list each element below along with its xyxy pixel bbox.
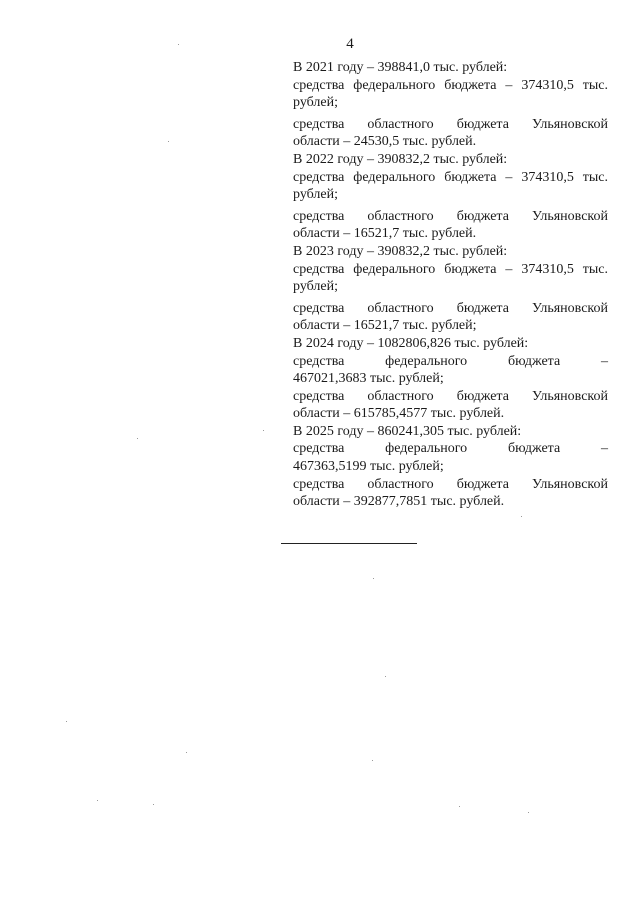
year-2025-regional-cont: области – 392877,7851 тыс. рублей. [293,494,505,510]
year-2022-federal: средства федерального бюджета – 374310,5 тыс. [293,169,608,185]
scan-speck [137,438,138,439]
year-2025-federal-cont: 467363,5199 тыс. рублей; [293,459,444,475]
year-2023-total: В 2023 году – 390832,2 тыс. рублей: [293,243,508,259]
scan-speck [528,812,529,813]
scan-speck [372,760,373,761]
year-2023-regional-cont: области – 16521,7 тыс. рублей; [293,318,477,334]
year-2022-total: В 2022 году – 390832,2 тыс. рублей: [293,151,508,167]
year-2024-regional: средства областного бюджета Ульяновской [293,388,608,404]
year-2021-federal: средства федерального бюджета – 374310,5 тыс. [293,77,608,93]
page-number: 4 [346,36,354,52]
year-2024-federal: средства федерального бюджета – [293,353,608,369]
year-2023-federal: средства федерального бюджета – 374310,5 тыс. [293,261,608,277]
year-2021-regional: средства областного бюджета Ульяновской [293,116,608,132]
divider-line [281,543,417,544]
scan-speck [178,44,179,45]
year-2024-regional-cont: области – 615785,4577 тыс. рублей. [293,406,505,422]
scan-speck [66,721,67,722]
scan-speck [97,800,98,801]
scan-speck [521,516,522,517]
scan-speck [459,806,460,807]
year-2021-regional-cont: области – 24530,5 тыс. рублей. [293,134,477,150]
scan-speck [168,141,169,142]
scan-speck [263,430,264,431]
budget-text [293,59,608,511]
scan-speck [186,752,187,753]
scan-speck [373,578,374,579]
year-2024-federal-cont: 467021,3683 тыс. рублей; [293,371,444,387]
year-2021-total: В 2021 году – 398841,0 тыс. рублей: [293,60,508,75]
year-2024-total: В 2024 году – 1082806,826 тыс. рублей: [293,335,529,351]
scan-speck [153,804,154,805]
year-2023-regional: средства областного бюджета Ульяновской [293,300,608,316]
year-2021-federal-cont: рублей; [293,95,338,111]
year-2022-regional: средства областного бюджета Ульяновской [293,208,608,224]
year-2025-regional: средства областного бюджета Ульяновской [293,476,608,492]
year-2022-regional-cont: области – 16521,7 тыс. рублей. [293,226,477,242]
year-2023-federal-cont: рублей; [293,279,338,295]
scan-speck [385,676,386,677]
year-2025-total: В 2025 году – 860241,305 тыс. рублей: [293,423,522,439]
year-2025-federal: средства федерального бюджета – [293,441,608,457]
year-2022-federal-cont: рублей; [293,187,338,203]
